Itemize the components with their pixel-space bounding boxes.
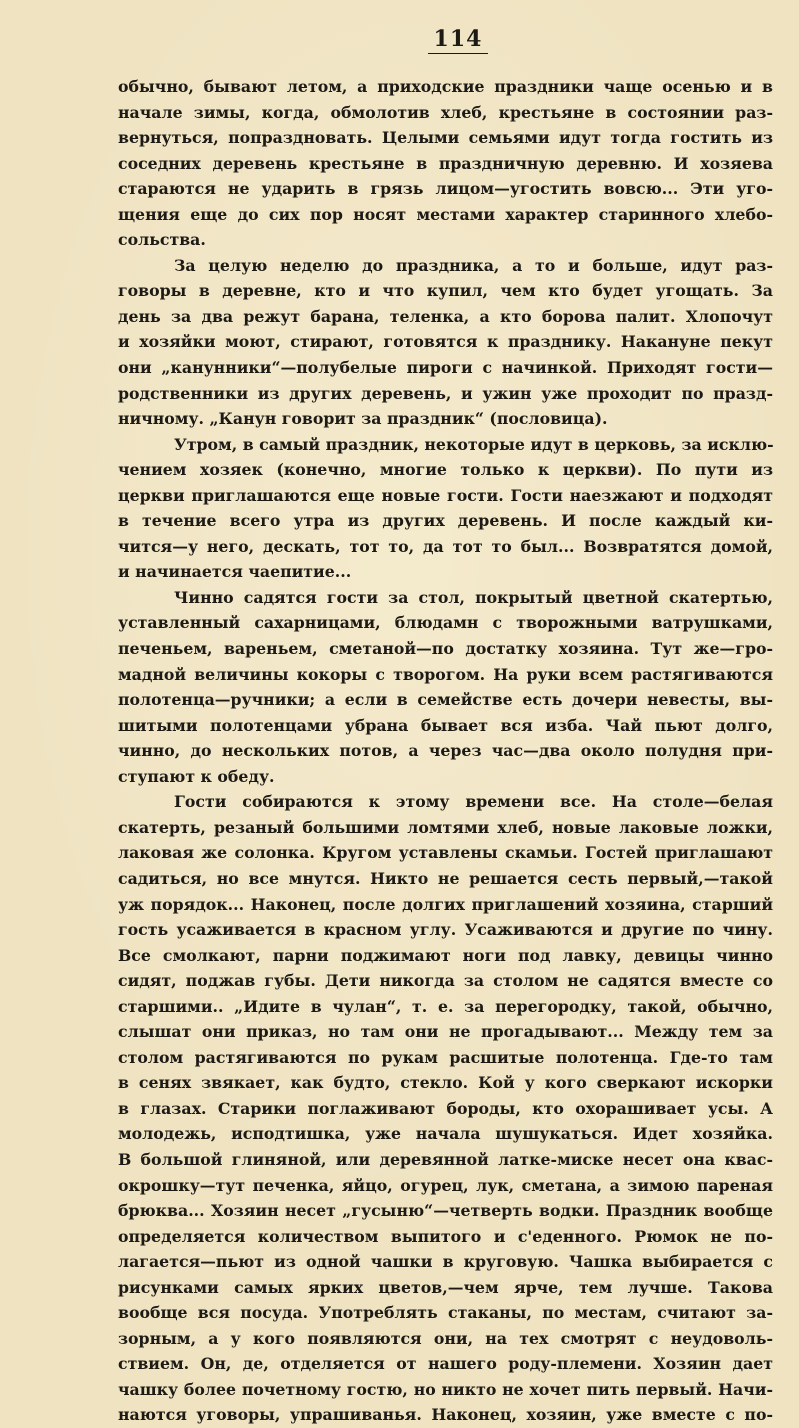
text-line: и начинается чаепитие...: [118, 562, 352, 582]
text-line: говоры в деревне, кто и что купил, чем кто будет угощать. За: [118, 281, 773, 301]
text-line: В большой глиняной, или деревянной латке-миске несет она квас-: [118, 1149, 773, 1169]
page-number-text: 114: [428, 26, 489, 54]
body-text: [118, 74, 773, 1428]
text-line: садиться, но все мнутся. Никто не решается сесть первый,—такой: [118, 868, 773, 888]
text-line: лаковая же солонка. Кругом уставлены скамьи. Гостей приглашают: [118, 843, 773, 863]
text-line: Гости собираются к этому времени все. На столе—белая: [174, 792, 773, 812]
text-line: чением хозяек (конечно, многие только к церкви). По пути из: [118, 460, 773, 480]
text-line: начале зимы, когда, обмолотив хлеб, крестьяне в состоянии раз-: [118, 102, 773, 122]
text-line: обычно, бывают летом, а приходские праздники чаще осенью и в: [118, 77, 773, 96]
text-line: определяется количеством выпитого и с'еденного. Рюмок не по-: [118, 1226, 773, 1246]
text-line: печеньем, вареньем, сметаной—по достатку хозяина. Тут же—гро-: [118, 639, 773, 659]
text-line: ничному. „Канун говорит за праздник“ (пословица).: [118, 409, 608, 429]
text-line: вообще вся посуда. Употреблять стаканы, по местам, считают за-: [118, 1303, 773, 1323]
text-line: ствием. Он, де, отделяется от нашего роду-племени. Хозяин дает: [118, 1354, 773, 1374]
text-line: в глазах. Старики поглаживают бороды, кто охорашивает усы. А: [118, 1098, 773, 1118]
text-line: чинно, до нескольких потов, а через час—два около полудня при-: [118, 741, 773, 761]
text-line: уж порядок... Наконец, после долгих приглашений хозяина, старший: [118, 894, 773, 914]
text-line: день за два режут барана, теленка, а кто борова палит. Хлопочут: [118, 306, 773, 326]
text-line: они „канунники“—полубелые пироги с начинкой. Приходят гости—: [118, 358, 773, 378]
page-number: [218, 26, 698, 54]
text-line: ступают к обеду.: [118, 766, 275, 786]
text-line: лагается—пьют из одной чашки в круговую. Чашка выбирается с: [118, 1252, 773, 1272]
text-line: Все смолкают, парни поджимают ноги под лавку, девицы чинно: [118, 945, 773, 965]
text-line: окрошку—тут печенка, яйцо, огурец, лук, сметана, а зимою пареная: [118, 1175, 773, 1195]
text-line: соседних деревень крестьяне в праздничную деревню. И хозяева: [118, 153, 773, 173]
text-line: гость усаживается в красном углу. Усаживаются и другие по чину.: [118, 920, 773, 940]
text-line: столом растягиваются по рукам расшитые полотенца. Где-то там: [118, 1047, 773, 1067]
text-line: За целую неделю до праздника, а то и больше, идут раз-: [174, 255, 773, 275]
text-line: уставленный сахарницами, блюдамн с творожными ватрушками,: [118, 613, 773, 633]
text-line: рисунками самых ярких цветов,—чем ярче, тем лучше. Такова: [118, 1277, 773, 1297]
text-line: родственники из других деревень, и ужин уже проходит по празд-: [118, 383, 773, 403]
text-line: щения еще до сих пор носят местами характер старинного хлебо-: [118, 204, 773, 224]
text-line: в сенях звякает, как будто, стекло. Кой у кого сверкают искорки: [118, 1073, 773, 1093]
text-line: сольства.: [118, 230, 206, 250]
text-line: слышат они приказ, но там они не прогадывают... Между тем за: [118, 1022, 773, 1042]
text-line: шитыми полотенцами убрана бывает вся изба. Чай пьют долго,: [118, 715, 773, 735]
text-line: полотенца—ручники; а если в семействе есть дочери невесты, вы-: [118, 690, 773, 710]
text-line: скатерть, резаный большими ломтями хлеб, новые лаковые ложки,: [118, 817, 773, 837]
text-line: церкви приглашаются еще новые гости. Гости наезжают и подходят: [118, 485, 773, 505]
text-line: сидят, поджав губы. Дети никогда за столом не садятся вместе со: [118, 971, 773, 991]
text-line: молодежь, исподтишка, уже начала шушукаться. Идет хозяйка.: [118, 1124, 773, 1144]
text-line: брюква... Хозяин несет „гусыню“—четверть водки. Праздник вообще: [118, 1201, 773, 1221]
text-line: зорным, а у кого появляются они, на тех смотрят с неудоволь-: [118, 1328, 773, 1348]
text-line: Утром, в самый праздник, некоторые идут в церковь, за исклю-: [174, 434, 774, 454]
text-line: Чинно садятся гости за стол, покрытый цветной скатертью,: [174, 587, 773, 607]
text-line: старшими.. „Идите в чулан“, т. е. за перегородку, такой, обычно,: [118, 996, 773, 1016]
text-line: в течение всего утра из других деревень. И после каждый ки-: [118, 511, 773, 531]
text-line: и хозяйки моют, стирают, готовятся к празднику. Накануне пекут: [118, 332, 773, 352]
text-line: мадной величины кокоры с творогом. На руки всем растягиваются: [118, 664, 773, 684]
text-line: стараются не ударить в грязь лицом—угостить вовсю... Эти уго-: [118, 179, 773, 199]
text-line: наются уговоры, упрашиванья. Наконец, хозяин, уже вместе с по-: [118, 1405, 773, 1425]
text-line: чится—у него, дескать, тот то, да тот то был... Возвратятся домой,: [118, 536, 773, 556]
text-line: чашку более почетному гостю, но никто не хочет пить первый. Начи-: [118, 1379, 773, 1399]
text-line: вернуться, попраздновать. Целыми семьями идут тогда гостить из: [118, 128, 773, 148]
